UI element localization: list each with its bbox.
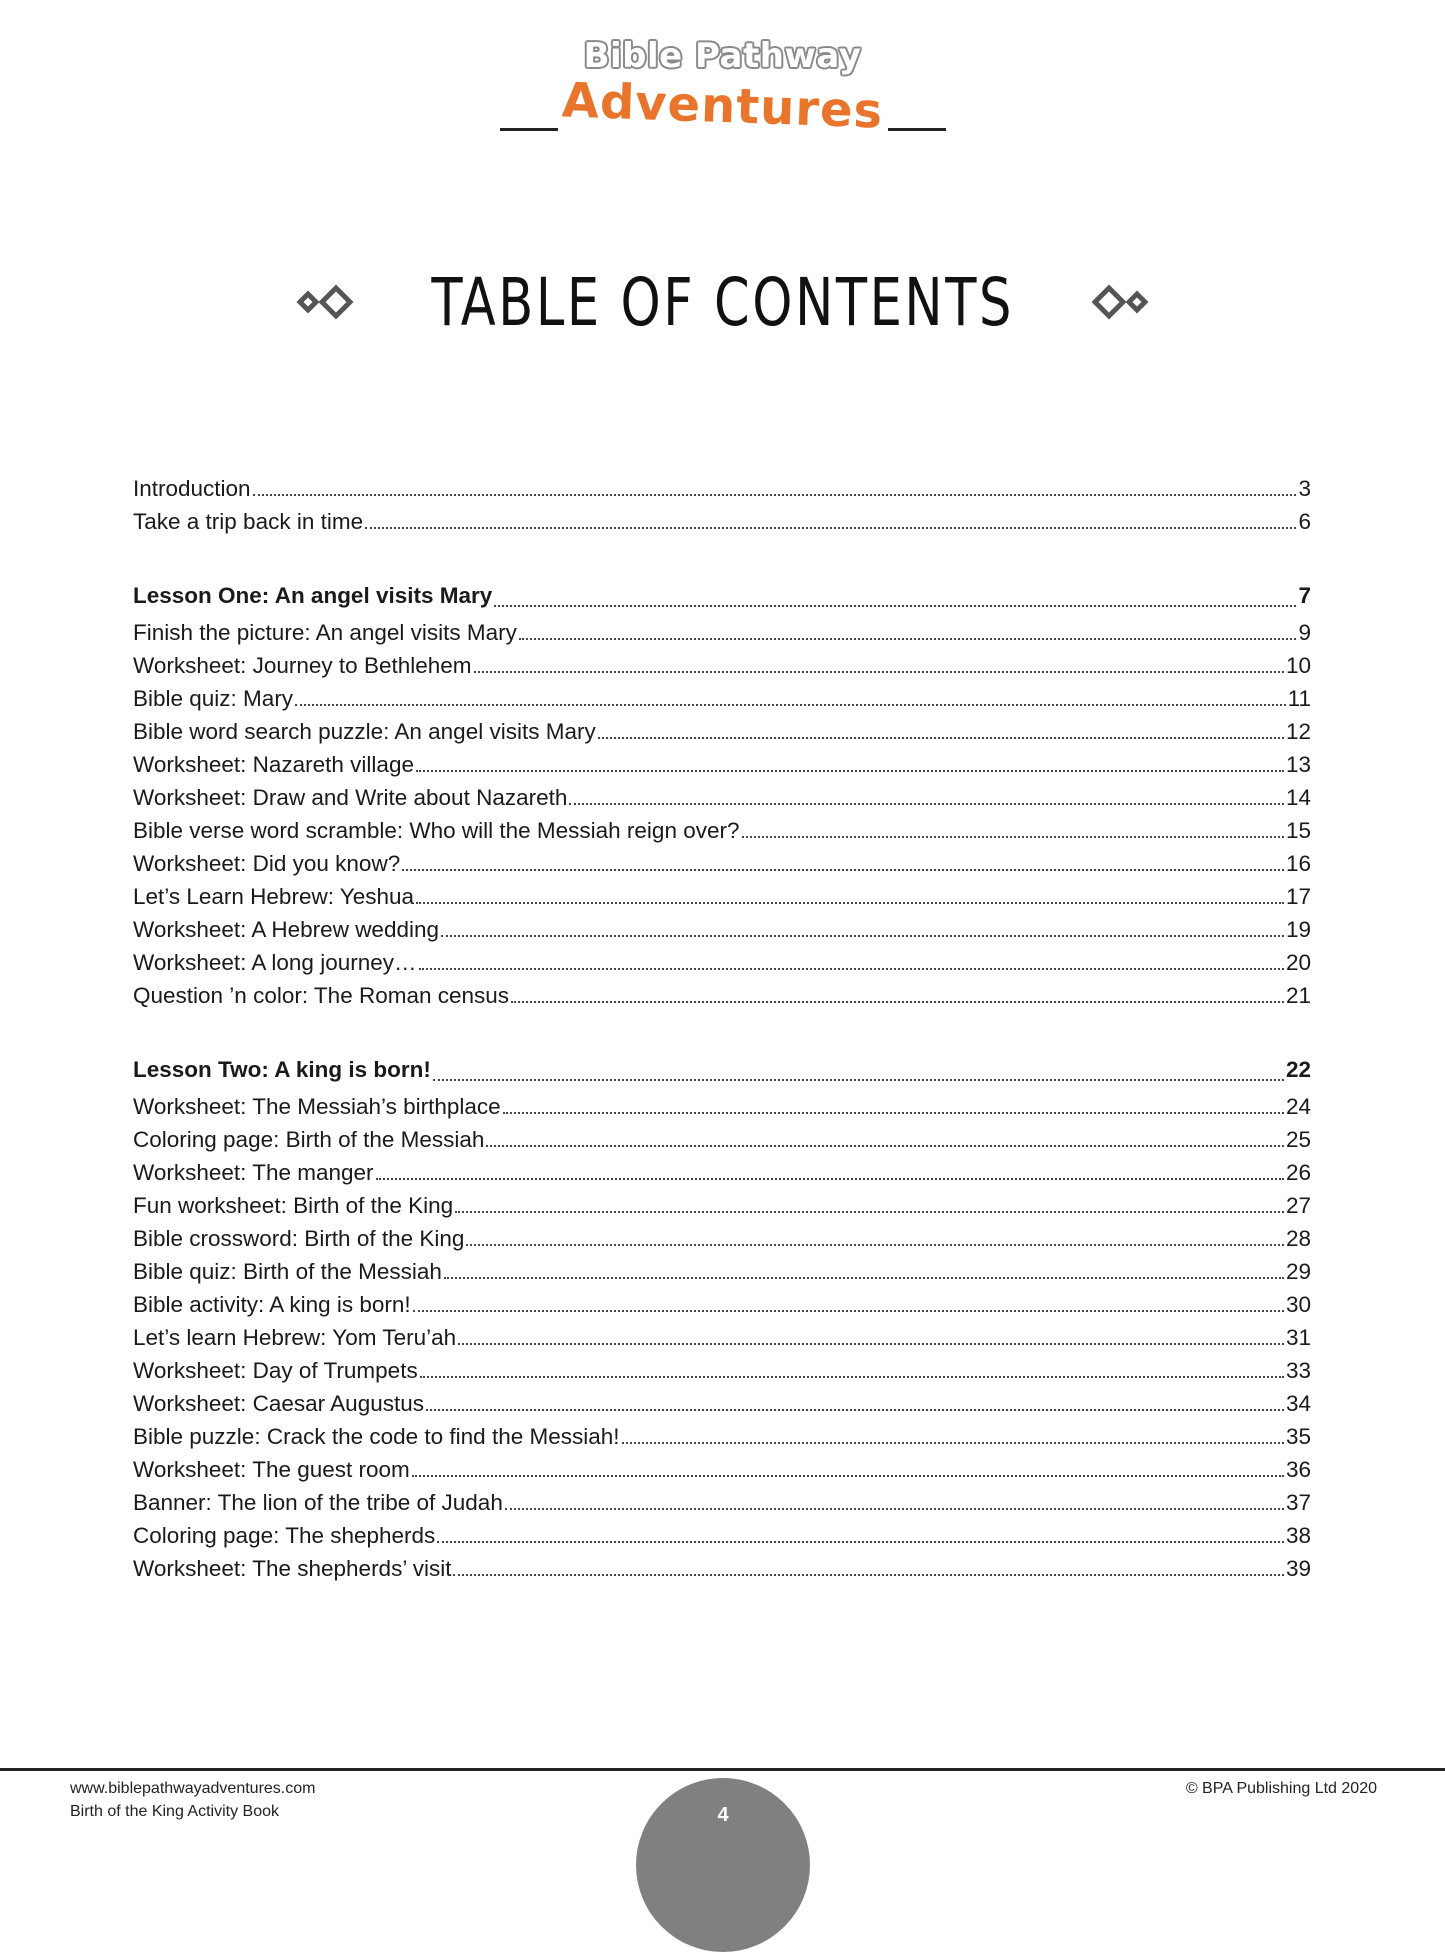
toc-entry bbox=[133, 1255, 1311, 1288]
toc-entry-label: Worksheet: The manger bbox=[133, 1160, 374, 1185]
toc-entry-label: Worksheet: The shepherds’ visit bbox=[133, 1556, 452, 1581]
toc-entry bbox=[133, 1453, 1311, 1486]
toc-entry-label: Bible quiz: Mary bbox=[133, 686, 294, 711]
toc-dot-leader bbox=[253, 493, 1297, 496]
toc-entry-label: Bible quiz: Birth of the Messiah bbox=[133, 1259, 442, 1284]
diamond-ornament-right-icon bbox=[1089, 282, 1157, 322]
toc-dot-leader bbox=[412, 1474, 1284, 1477]
toc-entry-page: 12 bbox=[1285, 719, 1311, 744]
toc-entry bbox=[133, 616, 1311, 649]
toc-entry-page: 21 bbox=[1285, 983, 1311, 1008]
toc-entry-label: Worksheet: Draw and Write about Nazareth bbox=[133, 785, 568, 810]
toc-entry-label: Worksheet: Did you know? bbox=[133, 851, 401, 876]
toc-entry-page: 13 bbox=[1285, 752, 1311, 777]
toc-entry bbox=[133, 1519, 1311, 1552]
toc-dot-leader bbox=[441, 934, 1284, 937]
toc-entry-label: Banner: The lion of the tribe of Judah bbox=[133, 1490, 503, 1515]
toc-section-heading bbox=[133, 1050, 1311, 1090]
toc-entry bbox=[133, 649, 1311, 682]
toc-entry-page: 15 bbox=[1285, 818, 1311, 843]
toc-entry-label: Worksheet: Caesar Augustus bbox=[133, 1391, 424, 1416]
toc-dot-leader bbox=[416, 769, 1284, 772]
toc-entry-page: 30 bbox=[1285, 1292, 1311, 1317]
toc-entry-label: Worksheet: Journey to Bethlehem bbox=[133, 653, 472, 678]
toc-dot-leader bbox=[402, 868, 1284, 871]
toc-entry-page: 31 bbox=[1285, 1325, 1311, 1350]
toc-dot-leader bbox=[458, 1342, 1284, 1345]
toc-entry-page: 6 bbox=[1298, 509, 1311, 534]
toc-entry-label: Worksheet: Nazareth village bbox=[133, 752, 414, 777]
toc-dot-leader bbox=[455, 1210, 1284, 1213]
toc-entry-page: 36 bbox=[1285, 1457, 1311, 1482]
toc-entry bbox=[133, 1321, 1311, 1354]
toc-entry-page: 7 bbox=[1298, 583, 1311, 608]
toc-entry bbox=[133, 1123, 1311, 1156]
toc-entry bbox=[133, 1552, 1311, 1585]
logo-text-main: Adventures bbox=[560, 72, 885, 140]
toc-entry bbox=[133, 1486, 1311, 1519]
footer-divider bbox=[0, 1768, 1445, 1771]
toc-dot-leader bbox=[742, 835, 1284, 838]
toc-entry-page: 34 bbox=[1285, 1391, 1311, 1416]
footer-left bbox=[70, 1777, 315, 1823]
toc-entry bbox=[133, 748, 1311, 781]
toc-dot-leader bbox=[511, 1000, 1284, 1003]
toc-dot-leader bbox=[444, 1276, 1284, 1279]
toc-dot-leader bbox=[519, 637, 1297, 640]
toc-entry-label: Introduction bbox=[133, 476, 251, 501]
toc-dot-leader bbox=[486, 1144, 1284, 1147]
toc-entry-page: 9 bbox=[1298, 620, 1311, 645]
toc-dot-leader bbox=[505, 1507, 1284, 1510]
table-of-contents bbox=[133, 472, 1311, 1585]
toc-entry bbox=[133, 781, 1311, 814]
footer-website: www.biblepathwayadventures.com bbox=[70, 1780, 316, 1797]
toc-entry-page: 16 bbox=[1285, 851, 1311, 876]
toc-entry-label: Worksheet: The Messiah’s birthplace bbox=[133, 1094, 501, 1119]
toc-entry bbox=[133, 1420, 1311, 1453]
toc-dot-leader bbox=[295, 703, 1286, 706]
toc-entry bbox=[133, 1090, 1311, 1123]
footer-right bbox=[1186, 1777, 1377, 1800]
toc-dot-leader bbox=[494, 604, 1296, 607]
toc-entry-page: 37 bbox=[1285, 1490, 1311, 1515]
toc-dot-leader bbox=[569, 802, 1284, 805]
toc-entry-label: Bible crossword: Birth of the King bbox=[133, 1226, 465, 1251]
toc-dot-leader bbox=[466, 1243, 1284, 1246]
bible-pathway-adventures-logo bbox=[0, 36, 1445, 146]
toc-entry-page: 25 bbox=[1285, 1127, 1311, 1152]
toc-entry-page: 20 bbox=[1285, 950, 1311, 975]
toc-entry bbox=[133, 1189, 1311, 1222]
toc-entry-label: Fun worksheet: Birth of the King bbox=[133, 1193, 454, 1218]
toc-entry bbox=[133, 472, 1311, 505]
toc-dot-leader bbox=[437, 1540, 1284, 1543]
toc-dot-leader bbox=[365, 526, 1296, 529]
toc-entry bbox=[133, 847, 1311, 880]
toc-entry-page: 27 bbox=[1285, 1193, 1311, 1218]
toc-entry-page: 39 bbox=[1285, 1556, 1311, 1581]
toc-entry-page: 17 bbox=[1285, 884, 1311, 909]
toc-entry-page: 14 bbox=[1285, 785, 1311, 810]
toc-entry-page: 35 bbox=[1285, 1424, 1311, 1449]
toc-group-lesson-two bbox=[133, 1050, 1311, 1585]
toc-entry-label: Bible word search puzzle: An angel visits Mary bbox=[133, 719, 596, 744]
toc-entry bbox=[133, 1222, 1311, 1255]
toc-entry-page: 28 bbox=[1285, 1226, 1311, 1251]
toc-dot-leader bbox=[453, 1573, 1283, 1576]
toc-entry-page: 3 bbox=[1298, 476, 1311, 501]
toc-section-heading bbox=[133, 576, 1311, 616]
toc-entry-page: 19 bbox=[1285, 917, 1311, 942]
page-number: 4 bbox=[717, 1804, 729, 1826]
toc-entry-label: Worksheet: The guest room bbox=[133, 1457, 410, 1482]
toc-entry-label: Worksheet: Day of Trumpets bbox=[133, 1358, 418, 1383]
toc-entry-label: Bible puzzle: Crack the code to find the Messiah! bbox=[133, 1424, 620, 1449]
toc-dot-leader bbox=[503, 1111, 1284, 1114]
toc-entry-page: 22 bbox=[1285, 1057, 1311, 1082]
toc-entry bbox=[133, 682, 1311, 715]
toc-entry bbox=[133, 505, 1311, 538]
logo-text-top: Bible Pathway bbox=[583, 36, 862, 76]
toc-entry-label: Bible verse word scramble: Who will the Messiah reign over? bbox=[133, 818, 740, 843]
toc-entry bbox=[133, 880, 1311, 913]
toc-entry-label: Let’s learn Hebrew: Yom Teru’ah bbox=[133, 1325, 457, 1350]
toc-group-intro bbox=[133, 472, 1311, 538]
toc-dot-leader bbox=[474, 670, 1284, 673]
footer-book-title: Birth of the King Activity Book bbox=[70, 1803, 279, 1820]
toc-dot-leader bbox=[426, 1408, 1284, 1411]
toc-dot-leader bbox=[419, 967, 1284, 970]
toc-dot-leader bbox=[598, 736, 1284, 739]
toc-entry bbox=[133, 1156, 1311, 1189]
toc-entry-page: 26 bbox=[1285, 1160, 1311, 1185]
toc-entry-page: 24 bbox=[1285, 1094, 1311, 1119]
toc-entry bbox=[133, 913, 1311, 946]
toc-entry-page: 29 bbox=[1285, 1259, 1311, 1284]
toc-entry-label: Finish the picture: An angel visits Mary bbox=[133, 620, 517, 645]
toc-entry-label: Question ’n color: The Roman census bbox=[133, 983, 510, 1008]
toc-dot-leader bbox=[413, 1309, 1284, 1312]
toc-dot-leader bbox=[622, 1441, 1284, 1444]
toc-entry bbox=[133, 1288, 1311, 1321]
toc-dot-leader bbox=[433, 1078, 1284, 1081]
footer-copyright: © BPA Publishing Ltd 2020 bbox=[1185, 1780, 1377, 1797]
toc-entry-label: Let’s Learn Hebrew: Yeshua bbox=[133, 884, 415, 909]
diamond-ornament-left-icon bbox=[288, 282, 356, 322]
toc-entry-page: 10 bbox=[1285, 653, 1311, 678]
toc-entry bbox=[133, 946, 1311, 979]
toc-entry-page: 33 bbox=[1285, 1358, 1311, 1383]
toc-entry-label: Coloring page: Birth of the Messiah bbox=[133, 1127, 485, 1152]
toc-entry-label: Bible activity: A king is born! bbox=[133, 1292, 411, 1317]
toc-entry-label: Lesson Two: A king is born! bbox=[133, 1057, 431, 1082]
toc-entry bbox=[133, 814, 1311, 847]
toc-entry-label: Coloring page: The shepherds bbox=[133, 1523, 436, 1548]
toc-entry bbox=[133, 1387, 1311, 1420]
toc-group-lesson-one bbox=[133, 576, 1311, 1012]
logo-divider-left bbox=[500, 128, 558, 131]
toc-entry-label: Worksheet: A long journey… bbox=[133, 950, 417, 975]
toc-entry-page: 38 bbox=[1285, 1523, 1311, 1548]
page-title: TABLE OF CONTENTS bbox=[431, 263, 1014, 341]
toc-entry-label: Take a trip back in time bbox=[133, 509, 364, 534]
toc-entry-label: Worksheet: A Hebrew wedding bbox=[133, 917, 440, 942]
toc-dot-leader bbox=[420, 1375, 1284, 1378]
logo-divider-right bbox=[888, 128, 946, 131]
toc-entry bbox=[133, 715, 1311, 748]
title-row bbox=[0, 262, 1445, 342]
toc-entry-page: 11 bbox=[1287, 686, 1311, 711]
toc-dot-leader bbox=[376, 1177, 1284, 1180]
toc-dot-leader bbox=[416, 901, 1284, 904]
toc-entry bbox=[133, 979, 1311, 1012]
toc-entry-label: Lesson One: An angel visits Mary bbox=[133, 583, 493, 608]
toc-entry bbox=[133, 1354, 1311, 1387]
